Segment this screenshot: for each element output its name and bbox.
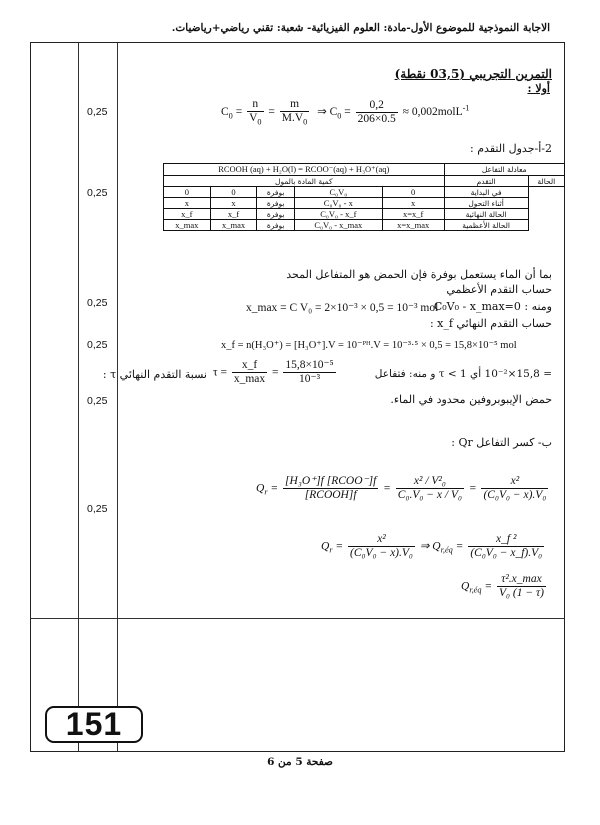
qr-equation-2: $Q_r$ = $\frac{\text{x²}}{\text{(C₀V₀ − x).V₀}}$ ⇒ $Q_{r,éq}$ = $\frac{\text{x\_f ²}}{\text{(C₀V₀ − x\_f).V₀}}$ — [321, 533, 543, 560]
tau-result: = 15,8×10⁻² أي τ < 1 و منه: فتفاعل — [374, 368, 552, 380]
row-divider — [31, 618, 564, 619]
tau-heading: نسبة التقدم النهائي τ : — [102, 368, 207, 381]
conclusion-text: حمض الإيبوبروفين محدود في الماء. — [390, 393, 552, 406]
concentration-equation: $C_0$ = $\frac{n}{V_0}$ = $\frac{m}{M.V_0}$ ⇒ $C_0$ = $\frac{0,2}{206\times 0.5}$ ≈ 0,002molL$^{-1}$ — [221, 98, 470, 127]
advance-label: التقدم — [444, 176, 528, 187]
state-label: الحالة — [528, 176, 564, 187]
qr-equation-1: $Q_r$ = $\frac{\text{[H₃O⁺]f [RCOO⁻]f}}{\text{[RCOOH]f}}$ = $\frac{\text{x² / V²₀}}{\text{C₀.V₀ − x / V₀}}$ = $\frac{\text{x²}}{\text{(C₀V₀ − x).V₀}}$ — [256, 475, 547, 502]
table-row: x_max x_max بوفرة C₀V₀ - x_max x=x_max الحالة الأعظمية — [164, 220, 565, 231]
reaction-label: معادلة التفاعل — [444, 164, 564, 176]
table-row: x x بوفرة C₀V₀ - x x أثناء التحول — [164, 198, 565, 209]
xf-heading: حساب التقدم النهائي x_f : — [429, 317, 552, 330]
grade: 0,25 — [87, 339, 108, 351]
limiting-reactant-text: بما أن الماء يستعمل بوفرة فإن الحمض هو المتفاعل المحد — [286, 268, 552, 281]
xmax-equation: x_max = C V₀ = 2×10⁻³ × 0,5 = 10⁻³ mol — [246, 302, 439, 314]
section-b: ب- كسر التفاعل Qr : — [451, 436, 552, 449]
section-2a: 2-أ-جدول التقدم : — [470, 142, 552, 155]
grade: 0,25 — [87, 395, 108, 407]
xmax-conclusion: ومنه : C₀V₀ - x_max=0 — [433, 300, 552, 313]
reaction-equation: RCOOH (aq) + H₂O(l) = RCOO⁻(aq) + H₃O⁺(aq) — [164, 164, 445, 176]
qr-equation-3: $Q_{r,éq}$ = $\frac{\text{τ².x\_max}}{\text{V₀ (1 − τ)}}$ — [461, 573, 544, 600]
page-header: الاجابة النموذجية للموضوع الأول-مادة: العلوم الفيزيائية- شعبة: تقني رياضي+رياضيات. — [171, 22, 550, 34]
section-first: أولا : — [527, 82, 550, 95]
page-footer: صفحة 5 من 6 — [267, 756, 333, 768]
advancement-table — [163, 163, 565, 231]
column-divider — [117, 43, 118, 751]
table-row: 0 0 بوفرة C₀V₀ 0 في البداية — [164, 187, 565, 198]
answer-frame — [30, 42, 565, 752]
grade: 0,25 — [87, 297, 108, 309]
grade: 0,25 — [87, 187, 108, 199]
column-divider — [78, 43, 79, 751]
xmax-heading: حساب التقدم الأعظمي — [446, 283, 552, 296]
table-row: x_f x_f بوفرة C₀V₀ - x_f x=x_f الحالة النهائية — [164, 209, 565, 220]
xf-equation: x_f = n(H₃O⁺) = [H₃O⁺].V = 10⁻ᴾᴴ.V = 10⁻³·⁵ × 0,5 = 15,8×10⁻⁵ mol — [221, 340, 517, 351]
page-stamp: 151 — [45, 706, 143, 743]
grade: 0,25 — [87, 503, 108, 515]
tau-equation: τ = $\frac{x\_f}{x\_\max}$ = $\frac{\text{15,8×10⁻⁵}}{\text{10⁻³}}$ — [213, 359, 334, 386]
exercise-title: التمرين التجريبي (03,5 نقطة) — [394, 67, 552, 81]
quantity-label: كمية المادة بالمول — [164, 176, 445, 187]
grade: 0,25 — [87, 106, 108, 118]
